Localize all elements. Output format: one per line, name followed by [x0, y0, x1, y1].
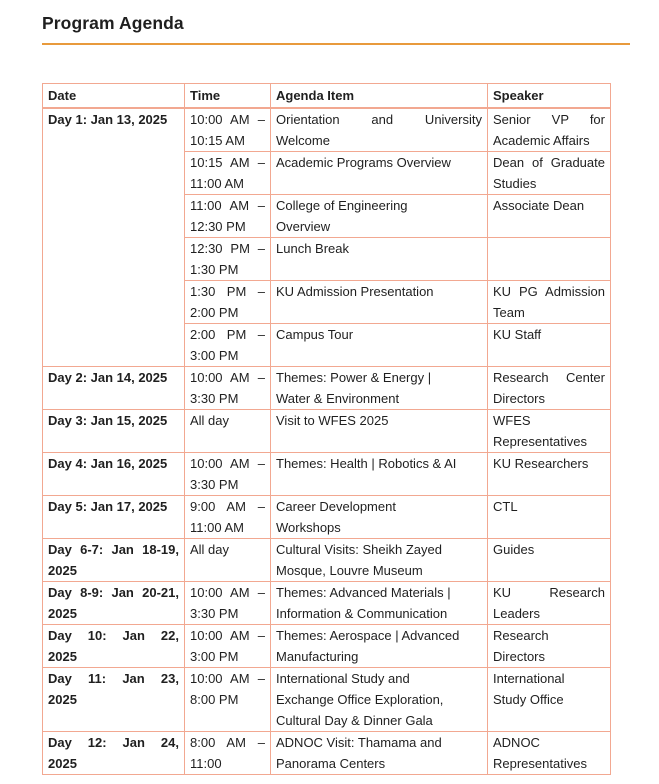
agenda-item-cell: College of Engineering Overview: [271, 195, 488, 238]
time-cell: 10:00 AM – 3:30 PM: [185, 453, 271, 496]
date-cell: Day 8-9: Jan 20-21, 2025: [43, 582, 185, 625]
date-cell: Day 6-7: Jan 18-19, 2025: [43, 539, 185, 582]
speaker-cell: KU PG Admission Team: [488, 281, 611, 324]
table-row: [43, 732, 611, 775]
agenda-item-cell: Themes: Aerospace | Advanced Manufacturing: [271, 625, 488, 668]
page-title: Program Agenda: [42, 13, 630, 45]
date-cell: Day 3: Jan 15, 2025: [43, 410, 185, 453]
time-cell: 9:00 AM – 11:00 AM: [185, 496, 271, 539]
time-cell: 10:00 AM – 3:30 PM: [185, 367, 271, 410]
agenda-item-cell: ADNOC Visit: Thamama and Panorama Centers: [271, 732, 488, 775]
speaker-cell: Research Center Directors: [488, 367, 611, 410]
time-cell: 10:00 AM – 3:00 PM: [185, 625, 271, 668]
time-cell: All day: [185, 410, 271, 453]
date-cell: Day 4: Jan 16, 2025: [43, 453, 185, 496]
speaker-cell: Dean of Graduate Studies: [488, 152, 611, 195]
date-cell: Day 12: Jan 24, 2025: [43, 732, 185, 775]
date-cell: Day 11: Jan 23, 2025: [43, 668, 185, 732]
agenda-item-cell: Visit to WFES 2025: [271, 410, 488, 453]
time-cell: 8:00 AM – 11:00: [185, 732, 271, 775]
time-cell: 12:30 PM – 1:30 PM: [185, 238, 271, 281]
speaker-cell: ADNOC Representatives: [488, 732, 611, 775]
time-cell: 2:00 PM – 3:00 PM: [185, 324, 271, 367]
table-row: [43, 496, 611, 539]
column-header-date: Date: [43, 84, 185, 109]
agenda-item-cell: Academic Programs Overview: [271, 152, 488, 195]
agenda-item-cell: Themes: Health | Robotics & AI: [271, 453, 488, 496]
column-header-speaker: Speaker: [488, 84, 611, 109]
table-header-row: [43, 84, 611, 109]
agenda-item-cell: Orientation and University Welcome: [271, 108, 488, 152]
agenda-item-cell: Themes: Power & Energy | Water & Environment: [271, 367, 488, 410]
time-cell: 10:00 AM – 8:00 PM: [185, 668, 271, 732]
agenda-table: [42, 83, 611, 775]
agenda-table-body: [43, 108, 611, 775]
agenda-item-cell: International Study and Exchange Office Exploration, Cultural Day & Dinner Gala: [271, 668, 488, 732]
agenda-item-cell: Lunch Break: [271, 238, 488, 281]
table-row: [43, 453, 611, 496]
speaker-cell: WFES Representatives: [488, 410, 611, 453]
time-cell: 10:00 AM – 3:30 PM: [185, 582, 271, 625]
speaker-cell: KU Staff: [488, 324, 611, 367]
time-cell: 10:15 AM – 11:00 AM: [185, 152, 271, 195]
date-cell: Day 2: Jan 14, 2025: [43, 367, 185, 410]
speaker-cell: [488, 238, 611, 281]
speaker-cell: Associate Dean: [488, 195, 611, 238]
speaker-cell: Senior VP for Academic Affairs: [488, 108, 611, 152]
agenda-item-cell: Themes: Advanced Materials | Information & Communication: [271, 582, 488, 625]
time-cell: 11:00 AM – 12:30 PM: [185, 195, 271, 238]
table-row: [43, 108, 611, 152]
table-row: [43, 410, 611, 453]
speaker-cell: CTL: [488, 496, 611, 539]
table-row: [43, 668, 611, 732]
time-cell: All day: [185, 539, 271, 582]
speaker-cell: Guides: [488, 539, 611, 582]
table-row: [43, 367, 611, 410]
agenda-item-cell: Campus Tour: [271, 324, 488, 367]
speaker-cell: International Study Office: [488, 668, 611, 732]
table-row: [43, 539, 611, 582]
time-cell: 10:00 AM – 10:15 AM: [185, 108, 271, 152]
table-row: [43, 625, 611, 668]
table-row: [43, 582, 611, 625]
time-cell: 1:30 PM – 2:00 PM: [185, 281, 271, 324]
column-header-time: Time: [185, 84, 271, 109]
column-header-agenda-item: Agenda Item: [271, 84, 488, 109]
date-cell: Day 10: Jan 22, 2025: [43, 625, 185, 668]
speaker-cell: KU Research Leaders: [488, 582, 611, 625]
speaker-cell: KU Researchers: [488, 453, 611, 496]
speaker-cell: Research Directors: [488, 625, 611, 668]
agenda-item-cell: Career Development Workshops: [271, 496, 488, 539]
agenda-item-cell: Cultural Visits: Sheikh Zayed Mosque, Louvre Museum: [271, 539, 488, 582]
agenda-item-cell: KU Admission Presentation: [271, 281, 488, 324]
date-cell: Day 5: Jan 17, 2025: [43, 496, 185, 539]
date-cell: Day 1: Jan 13, 2025: [43, 108, 185, 367]
